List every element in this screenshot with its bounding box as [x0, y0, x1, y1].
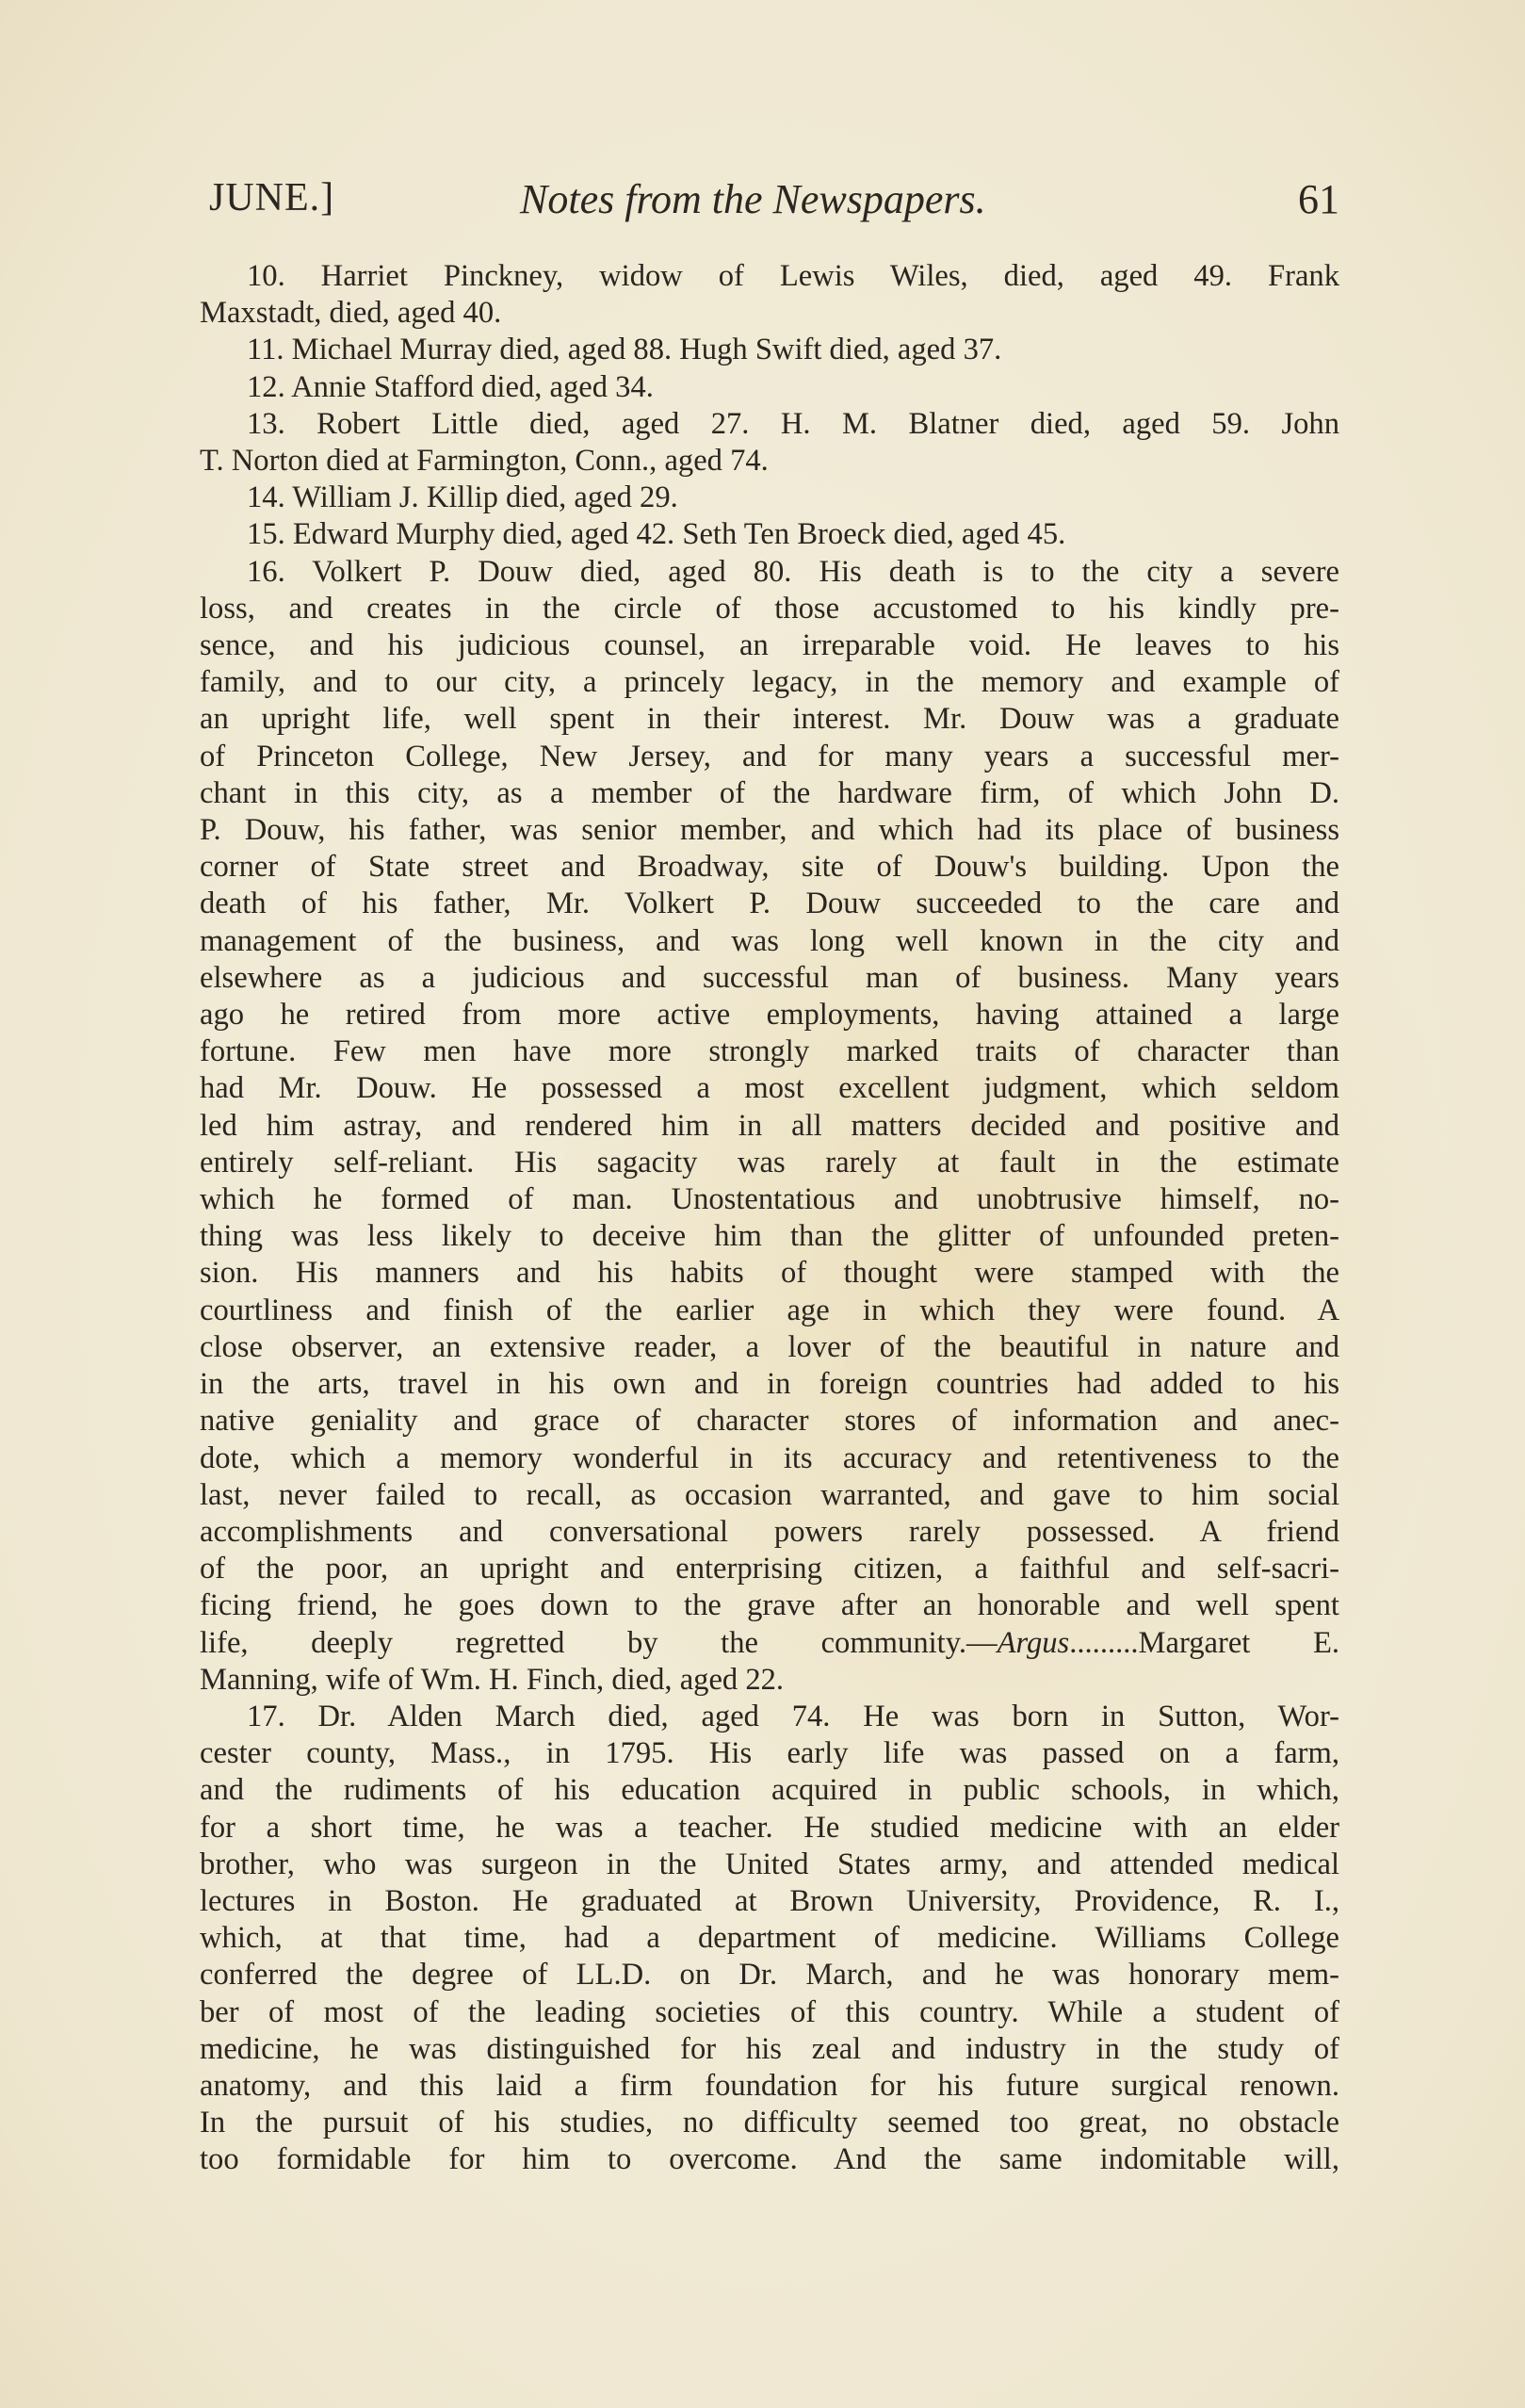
text-line: [200, 443, 1339, 480]
text-line: [200, 1070, 1339, 1107]
text-line: [200, 849, 1339, 886]
text-line-content: accomplishments and conversational powers rarely possessed. A friend: [200, 1514, 1339, 1549]
text-line-content: in the arts, travel in his own and in foreign countries had added to his: [200, 1367, 1339, 1402]
text-line-content: 16. Volkert P. Douw died, aged 80. His death is to the city a severe: [247, 554, 1339, 589]
running-head-title: Notes from the Newspapers.: [520, 176, 986, 222]
text-line: [200, 369, 1339, 406]
text-line-content: death of his father, Mr. Volkert P. Douw succeeded to the care and: [200, 887, 1339, 921]
text-line: [200, 406, 1339, 443]
text-line-content: life, deeply regretted by the community.—: [200, 1625, 998, 1660]
page-number: 61: [1298, 176, 1339, 222]
text-line-content: courtliness and finish of the earlier age in which they were found. A: [200, 1293, 1339, 1327]
text-line: [200, 1403, 1339, 1440]
text-line-content: 15. Edward Murphy died, aged 42. Seth Ten Broeck died, aged 45.: [247, 517, 1066, 552]
text-line: [200, 1551, 1339, 1587]
text-line-content: P. Douw, his father, was senior member, and which had its place of business: [200, 813, 1339, 848]
text-line: [200, 1957, 1339, 1993]
text-line: [200, 1366, 1339, 1403]
body-text: [200, 258, 1339, 2179]
text-line-content: which he formed of man. Unostentatious and unobtrusive himself, no-: [200, 1182, 1339, 1217]
text-line-content: an upright life, well spent in their interest. Mr. Douw was a graduate: [200, 702, 1339, 737]
text-line: [200, 627, 1339, 664]
text-line: [200, 1662, 1339, 1699]
text-line: [200, 886, 1339, 922]
text-line: [200, 812, 1339, 849]
text-line-content: sion. His manners and his habits of thought were stamped with the: [200, 1256, 1339, 1291]
text-line-content: corner of State street and Broadway, site of Douw's building. Upon the: [200, 850, 1339, 885]
text-line: [200, 2068, 1339, 2105]
text-line: [200, 1735, 1339, 1772]
text-line: [200, 664, 1339, 701]
text-line: [200, 1329, 1339, 1366]
text-line: [200, 1108, 1339, 1145]
text-line: [200, 1440, 1339, 1477]
text-line: [200, 258, 1339, 295]
text-line-content: brother, who was surgeon in the United States army, and attended medical: [200, 1847, 1339, 1881]
text-line-content: which, at that time, had a department of medicine. Williams College: [200, 1921, 1339, 1956]
running-head: [209, 175, 1339, 232]
text-line: [200, 332, 1339, 368]
text-line-content: of the poor, an upright and enterprising citizen, a faithful and self-sacri-: [200, 1552, 1339, 1586]
text-line: [200, 1810, 1339, 1847]
text-line-content: 12. Annie Stafford died, aged 34.: [247, 369, 654, 404]
text-line-content: entirely self-reliant. His sagacity was rarely at fault in the estimate: [200, 1145, 1339, 1180]
text-line: [200, 1218, 1339, 1255]
text-line: [200, 2031, 1339, 2068]
text-line: [200, 1033, 1339, 1070]
text-line: [200, 1145, 1339, 1181]
text-line-continuation: .........Margaret E.: [1069, 1625, 1339, 1660]
text-line: [200, 591, 1339, 627]
text-line-content: too formidable for him to overcome. And the same indomitable will,: [200, 2142, 1339, 2177]
text-line-content: of Princeton College, New Jersey, and for many years a successful mer-: [200, 739, 1339, 773]
text-line: [200, 1883, 1339, 1920]
text-line-content: thing was less likely to deceive him than the glitter of unfounded preten-: [200, 1219, 1339, 1254]
text-line: [200, 701, 1339, 738]
text-line-content: and the rudiments of his education acquired in public schools, in which,: [200, 1773, 1339, 1808]
text-line-content: family, and to our city, a princely legacy, in the memory and example of: [200, 665, 1339, 700]
text-line-content: management of the business, and was long well known in the city and: [200, 923, 1339, 958]
text-line: [200, 739, 1339, 775]
text-line-content: native geniality and grace of character stores of information and anec-: [200, 1404, 1339, 1439]
text-line-content: 10. Harriet Pinckney, widow of Lewis Wiles, died, aged 49. Frank: [247, 259, 1339, 293]
text-line-content: Maxstadt, died, aged 40.: [200, 296, 502, 331]
text-line: [200, 2141, 1339, 2178]
text-line-content: lectures in Boston. He graduated at Brown University, Providence, R. I.,: [200, 1883, 1339, 1918]
text-line: [200, 960, 1339, 997]
text-line-content: conferred the degree of LL.D. on Dr. March, and he was honorary mem-: [200, 1958, 1339, 1993]
text-line-content: fortune. Few men have more strongly marked traits of character than: [200, 1034, 1339, 1069]
running-head-month: JUNE.]: [209, 176, 335, 220]
text-line: [200, 516, 1339, 553]
text-line-content: cester county, Mass., in 1795. His early life was passed on a farm,: [200, 1736, 1339, 1771]
text-line: [200, 480, 1339, 516]
text-line-content: loss, and creates in the circle of those accustomed to his kindly pre-: [200, 591, 1339, 626]
text-line-content: last, never failed to recall, as occasion warranted, and gave to him social: [200, 1477, 1339, 1512]
text-line: [200, 1587, 1339, 1624]
text-line: [200, 2105, 1339, 2141]
text-line-content: ficing friend, he goes down to the grave after an honorable and well spent: [200, 1588, 1339, 1623]
text-line-content: 13. Robert Little died, aged 27. H. M. Blatner died, aged 59. John: [247, 406, 1339, 441]
text-line: [200, 775, 1339, 812]
text-line-content: 14. William J. Killip died, aged 29.: [247, 480, 678, 515]
text-line: [200, 1772, 1339, 1809]
text-line-content: chant in this city, as a member of the hardware firm, of which John D.: [200, 775, 1339, 810]
text-line-content: 11. Michael Murray died, aged 88. Hugh Swift died, aged 37.: [247, 333, 1002, 367]
text-line-content: had Mr. Douw. He possessed a most excellent judgment, which seldom: [200, 1071, 1339, 1106]
text-line: [200, 1699, 1339, 1735]
text-line: [200, 1625, 1339, 1662]
text-line-content: dote, which a memory wonderful in its accuracy and retentiveness to the: [200, 1440, 1339, 1475]
text-line-content: for a short time, he was a teacher. He studied medicine with an elder: [200, 1810, 1339, 1845]
text-line: [200, 1920, 1339, 1957]
text-line-content: Manning, wife of Wm. H. Finch, died, aged 22.: [200, 1662, 785, 1697]
text-line-content: In the pursuit of his studies, no difficulty seemed too great, no obstacle: [200, 2106, 1339, 2140]
text-line: [200, 1293, 1339, 1329]
text-line-content: T. Norton died at Farmington, Conn., aged 74.: [200, 444, 769, 479]
text-line-content: sence, and his judicious counsel, an irreparable void. He leaves to his: [200, 628, 1339, 663]
text-line-content: 17. Dr. Alden March died, aged 74. He was born in Sutton, Wor-: [247, 1699, 1339, 1733]
text-line: [200, 1994, 1339, 2031]
italic-source-name: Argus: [997, 1625, 1070, 1660]
text-line-content: anatomy, and this laid a firm foundation for his future surgical renown.: [200, 2068, 1339, 2103]
text-line-content: medicine, he was distinguished for his zeal and industry in the study of: [200, 2031, 1339, 2066]
text-line: [200, 1847, 1339, 1883]
text-line: [200, 1514, 1339, 1551]
text-line: [200, 295, 1339, 332]
text-line: [200, 923, 1339, 960]
text-line-content: led him astray, and rendered him in all matters decided and positive and: [200, 1108, 1339, 1143]
text-line-content: elsewhere as a judicious and successful man of business. Many years: [200, 960, 1339, 995]
text-line: [200, 1477, 1339, 1514]
text-line-content: ber of most of the leading societies of this country. While a student of: [200, 1994, 1339, 2029]
text-line: [200, 1255, 1339, 1292]
text-line-content: close observer, an extensive reader, a lover of the beautiful in nature and: [200, 1329, 1339, 1364]
text-line: [200, 997, 1339, 1033]
text-line: [200, 554, 1339, 591]
text-line: [200, 1181, 1339, 1218]
text-line-content: ago he retired from more active employments, having attained a large: [200, 998, 1339, 1033]
